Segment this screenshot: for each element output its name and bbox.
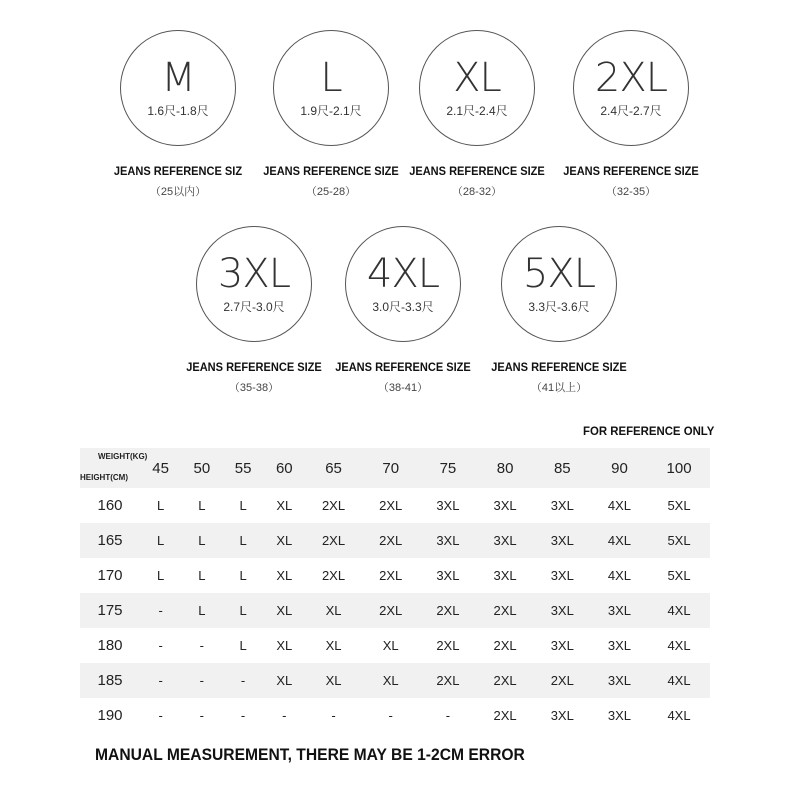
size-cell: L bbox=[239, 638, 247, 653]
size-cell: L bbox=[239, 533, 247, 548]
size-cell: 3XL bbox=[607, 638, 632, 653]
size-cell: XL bbox=[382, 673, 399, 688]
size-cell: 2XL bbox=[493, 603, 517, 618]
size-cell: L bbox=[198, 568, 206, 583]
size-range: 1.9尺-2.1尺 bbox=[300, 103, 362, 118]
size-cell: L bbox=[239, 568, 247, 583]
size-cell: 4XL bbox=[667, 708, 691, 723]
height-cell: 185 bbox=[97, 672, 123, 689]
size-range: 3.0尺-3.3尺 bbox=[372, 299, 434, 314]
weight-header-cell: 100 bbox=[666, 459, 692, 477]
table-row bbox=[80, 593, 710, 628]
size-cell: 2XL bbox=[379, 533, 403, 548]
size-cell: 3XL bbox=[436, 533, 460, 548]
weight-header-cell: 70 bbox=[382, 459, 400, 477]
size-cell: 5XL bbox=[667, 568, 691, 583]
size-cell: 2XL bbox=[436, 603, 460, 618]
size-cell: XL bbox=[276, 603, 293, 618]
jeans-reference-range: （28-32） bbox=[451, 186, 503, 198]
size-cell: - bbox=[199, 708, 205, 723]
size-cell: 4XL bbox=[667, 673, 691, 688]
size-cell: 2XL bbox=[493, 708, 517, 723]
weight-header-cell: 55 bbox=[234, 459, 252, 477]
size-cell: - bbox=[331, 708, 336, 723]
size-cell: - bbox=[282, 708, 287, 723]
size-cell: 2XL bbox=[436, 638, 460, 653]
weight-header-cell: 80 bbox=[496, 459, 514, 477]
size-cell: 3XL bbox=[550, 533, 574, 548]
size-cell: 3XL bbox=[550, 498, 574, 513]
jeans-reference-title: JEANS REFERENCE SIZE bbox=[409, 164, 545, 178]
weight-header-cell: 75 bbox=[439, 459, 457, 477]
size-range: 2.4尺-2.7尺 bbox=[600, 103, 662, 118]
table-row bbox=[80, 558, 710, 593]
weight-header-cell: 85 bbox=[553, 459, 571, 477]
size-label: XL bbox=[453, 54, 501, 101]
size-cell: - bbox=[199, 638, 205, 653]
size-cell: 2XL bbox=[379, 568, 403, 583]
size-cell: 2XL bbox=[493, 638, 517, 653]
size-cell: - bbox=[158, 673, 163, 688]
measurement-note: MANUAL MEASUREMENT, THERE MAY BE 1-2CM ERROR bbox=[95, 745, 525, 764]
size-cell: 2XL bbox=[550, 673, 574, 688]
size-cell: 3XL bbox=[493, 498, 517, 513]
size-cell: 2XL bbox=[379, 498, 403, 513]
size-card-5xl bbox=[484, 226, 634, 395]
size-cell: 3XL bbox=[436, 498, 460, 513]
size-label: 2XL bbox=[594, 54, 668, 101]
size-cell: 3XL bbox=[607, 673, 632, 688]
table-corner-header bbox=[80, 448, 148, 488]
height-cell: 170 bbox=[97, 567, 123, 584]
size-cell: 4XL bbox=[667, 603, 691, 618]
jeans-reference-range: （35-38） bbox=[228, 382, 280, 394]
size-cell: XL bbox=[276, 568, 293, 583]
weight-header-cell: 90 bbox=[611, 459, 628, 477]
jeans-reference-title: JEANS REFERENCE SIZ bbox=[113, 164, 243, 178]
size-cell: XL bbox=[276, 498, 293, 513]
size-label: L bbox=[320, 54, 342, 101]
size-circle bbox=[196, 226, 312, 342]
weight-header-cell: 50 bbox=[193, 459, 211, 477]
size-cell: 4XL bbox=[607, 568, 632, 583]
size-cell: - bbox=[445, 708, 451, 723]
size-cell: - bbox=[199, 673, 205, 688]
weight-axis-label: WEIGHT(KG) bbox=[98, 452, 148, 461]
size-cell: - bbox=[240, 673, 246, 688]
size-table-body bbox=[80, 488, 710, 733]
size-cell: 5XL bbox=[667, 533, 691, 548]
size-circle bbox=[419, 30, 535, 146]
size-card-4xl bbox=[328, 226, 478, 395]
size-cell: L bbox=[157, 533, 165, 548]
jeans-reference-title: JEANS REFERENCE SIZE bbox=[335, 360, 471, 374]
jeans-reference-title: JEANS REFERENCE SIZE bbox=[263, 164, 399, 178]
size-cell: - bbox=[388, 708, 393, 723]
size-card-m bbox=[103, 30, 253, 199]
jeans-reference-title: JEANS REFERENCE SIZE bbox=[491, 360, 627, 374]
size-cell: 3XL bbox=[607, 708, 632, 723]
size-cell: XL bbox=[325, 603, 342, 618]
size-cell: XL bbox=[276, 673, 293, 688]
height-cell: 190 bbox=[97, 707, 123, 724]
size-cell: 3XL bbox=[550, 568, 574, 583]
size-cell: L bbox=[198, 498, 206, 513]
size-card-2xl bbox=[556, 30, 706, 199]
size-cell: 3XL bbox=[493, 568, 517, 583]
size-cell: XL bbox=[382, 638, 399, 653]
size-circle bbox=[273, 30, 389, 146]
size-cell: 2XL bbox=[321, 568, 346, 583]
size-card-xl bbox=[402, 30, 552, 199]
jeans-reference-range: （41以上） bbox=[530, 382, 588, 394]
size-range: 1.6尺-1.8尺 bbox=[147, 103, 209, 118]
size-cell: 5XL bbox=[667, 498, 691, 513]
size-range: 3.3尺-3.6尺 bbox=[528, 299, 590, 314]
size-label: 3XL bbox=[217, 250, 291, 297]
size-card-3xl bbox=[179, 226, 329, 395]
reference-only-note: FOR REFERENCE ONLY bbox=[583, 424, 715, 438]
size-cell: 2XL bbox=[436, 673, 460, 688]
size-cell: XL bbox=[276, 638, 293, 653]
size-cell: 3XL bbox=[607, 603, 632, 618]
height-cell: 165 bbox=[97, 532, 123, 549]
size-cell: - bbox=[158, 638, 163, 653]
jeans-reference-range: （25-28） bbox=[305, 186, 357, 198]
size-cell: 2XL bbox=[321, 498, 346, 513]
size-circle bbox=[501, 226, 617, 342]
size-cell: 3XL bbox=[550, 708, 574, 723]
table-row bbox=[80, 523, 710, 558]
size-card-l bbox=[256, 30, 406, 199]
weight-header-row bbox=[80, 448, 710, 488]
size-cell: XL bbox=[325, 638, 342, 653]
size-range: 2.7尺-3.0尺 bbox=[223, 299, 285, 314]
size-cell: - bbox=[158, 708, 163, 723]
size-label: M bbox=[161, 54, 195, 101]
size-cell: XL bbox=[276, 533, 293, 548]
height-cell: 180 bbox=[97, 637, 123, 654]
weight-header-cell: 65 bbox=[325, 459, 342, 477]
size-cell: L bbox=[157, 568, 165, 583]
height-axis-label: HEIGHT(CM) bbox=[80, 473, 128, 482]
size-cell: 2XL bbox=[321, 533, 346, 548]
size-cell: 3XL bbox=[436, 568, 460, 583]
jeans-reference-range: （38-41） bbox=[377, 382, 429, 394]
size-cell: XL bbox=[325, 673, 342, 688]
table-row bbox=[80, 628, 710, 663]
size-cell: 4XL bbox=[667, 638, 691, 653]
size-label: 5XL bbox=[522, 250, 596, 297]
size-cell: 3XL bbox=[550, 603, 574, 618]
jeans-reference-range: （25以内） bbox=[149, 186, 207, 198]
size-cell: 3XL bbox=[550, 638, 574, 653]
jeans-reference-title: JEANS REFERENCE SIZE bbox=[563, 164, 699, 178]
size-circle bbox=[573, 30, 689, 146]
size-cell: 4XL bbox=[607, 498, 632, 513]
size-circle bbox=[120, 30, 236, 146]
size-cell: 2XL bbox=[493, 673, 517, 688]
table-row bbox=[80, 488, 710, 523]
jeans-reference-title: JEANS REFERENCE SIZE bbox=[186, 360, 322, 374]
size-label: 4XL bbox=[366, 250, 440, 297]
weight-header-cell: 45 bbox=[152, 459, 169, 477]
size-cell: L bbox=[198, 603, 206, 618]
size-cell: L bbox=[239, 603, 247, 618]
size-range: 2.1尺-2.4尺 bbox=[446, 103, 508, 118]
jeans-reference-range: （32-35） bbox=[605, 186, 657, 198]
table-row bbox=[80, 663, 710, 698]
size-cell: L bbox=[198, 533, 206, 548]
weight-header-cell: 60 bbox=[275, 459, 293, 477]
height-cell: 175 bbox=[97, 602, 123, 619]
size-cell: 2XL bbox=[379, 603, 403, 618]
size-circle bbox=[345, 226, 461, 342]
size-cell: L bbox=[239, 498, 247, 513]
size-cell: 3XL bbox=[493, 533, 517, 548]
height-cell: 160 bbox=[97, 497, 123, 514]
size-cell: - bbox=[240, 708, 246, 723]
size-cell: - bbox=[158, 603, 163, 618]
size-cell: L bbox=[157, 498, 165, 513]
table-row bbox=[80, 698, 710, 733]
size-chart-table bbox=[80, 448, 710, 733]
size-cell: 4XL bbox=[607, 533, 632, 548]
